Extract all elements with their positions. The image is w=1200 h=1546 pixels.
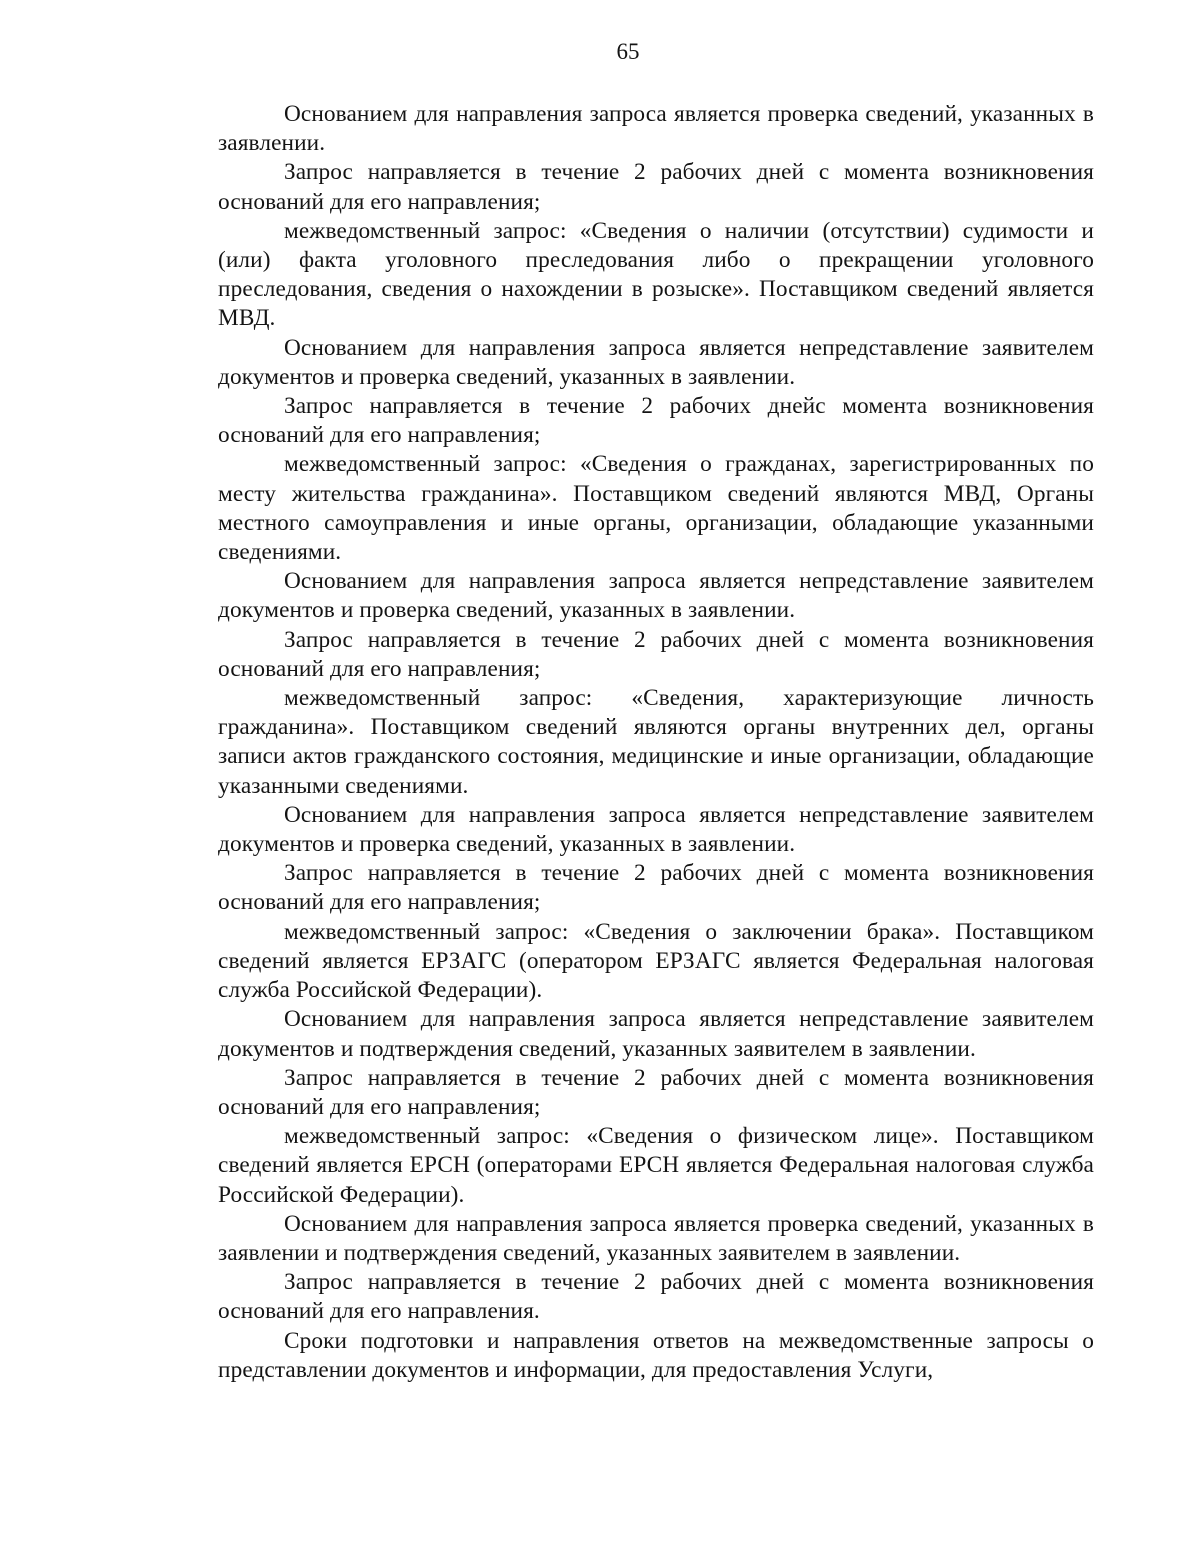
document-body xyxy=(218,100,1094,1385)
paragraph: Запрос направляется в течение 2 рабочих днейс момента возникновения оснований для его направления; xyxy=(218,393,1094,449)
paragraph: Основанием для направления запроса является непредставление заявителем документов и проверка сведений, указанных в заявлении. xyxy=(218,801,1094,858)
paragraph: межведомственный запрос: «Сведения, характеризующие личность гражданина». Поставщиком сведений являются органы внутренних дел, органы записи актов гражданского состояния, медицинские и иные организации, обладающие указанными сведениями. xyxy=(218,685,1094,799)
paragraph: Запрос направляется в течение 2 рабочих дней с момента возникновения оснований для его направления; xyxy=(218,159,1094,215)
paragraph: межведомственный запрос: «Сведения о заключении брака». Поставщиком сведений является ЕРЗАГС (оператором ЕРЗАГС является Федеральная налоговая служба Российской Федерации). xyxy=(218,918,1094,1004)
paragraph: Основанием для направления запроса является проверка сведений, указанных в заявлении. xyxy=(218,101,1094,157)
paragraph: Основанием для направления запроса является непредставление заявителем документов и проверка сведений, указанных в заявлении. xyxy=(218,568,1094,624)
paragraph: Запрос направляется в течение 2 рабочих дней с момента возникновения оснований для его направления; xyxy=(218,860,1094,916)
page-number: 65 xyxy=(616,39,640,64)
paragraph: Основанием для направления запроса является непредставление заявителем документов и проверка сведений, указанных в заявлении. xyxy=(218,334,1094,390)
paragraph: Запрос направляется в течение 2 рабочих дней с момента возникновения оснований для его направления. xyxy=(218,1269,1094,1325)
paragraph: Основанием для направления запроса является непредставление заявителем документов и подтверждения сведений, указанных заявителем в заявлении. xyxy=(218,1006,1094,1062)
paragraph: Основанием для направления запроса является проверка сведений, указанных в заявлении и подтверждения сведений, указанных заявителем в заявлении. xyxy=(218,1210,1094,1266)
paragraph: Сроки подготовки и направления ответов на межведомственные запросы о представлении документов и информации, для предоставления Услуги, xyxy=(218,1327,1094,1383)
paragraph: Запрос направляется в течение 2 рабочих дней с момента возникновения оснований для его направления; xyxy=(218,1064,1094,1120)
paragraph: межведомственный запрос: «Сведения о наличии (отсутствии) судимости и (или) факта уголовного преследования либо о прекращении уголовного преследования, сведения о нахождении в розыске». Поставщиком сведений является МВД. xyxy=(218,217,1094,332)
paragraph: межведомственный запрос: «Сведения о физическом лице». Поставщиком сведений является ЕРСН (операторами ЕРСН является Федеральная налоговая служба Российской Федерации). xyxy=(218,1123,1094,1208)
paragraph: Запрос направляется в течение 2 рабочих дней с момента возникновения оснований для его направления; xyxy=(218,626,1094,682)
paragraph: межведомственный запрос: «Сведения о гражданах, зарегистрированных по месту жительства гражданина». Поставщиком сведений являются МВД, Органы местного самоуправления и иные органы, организации, обладающие указанными сведениями. xyxy=(218,451,1094,566)
